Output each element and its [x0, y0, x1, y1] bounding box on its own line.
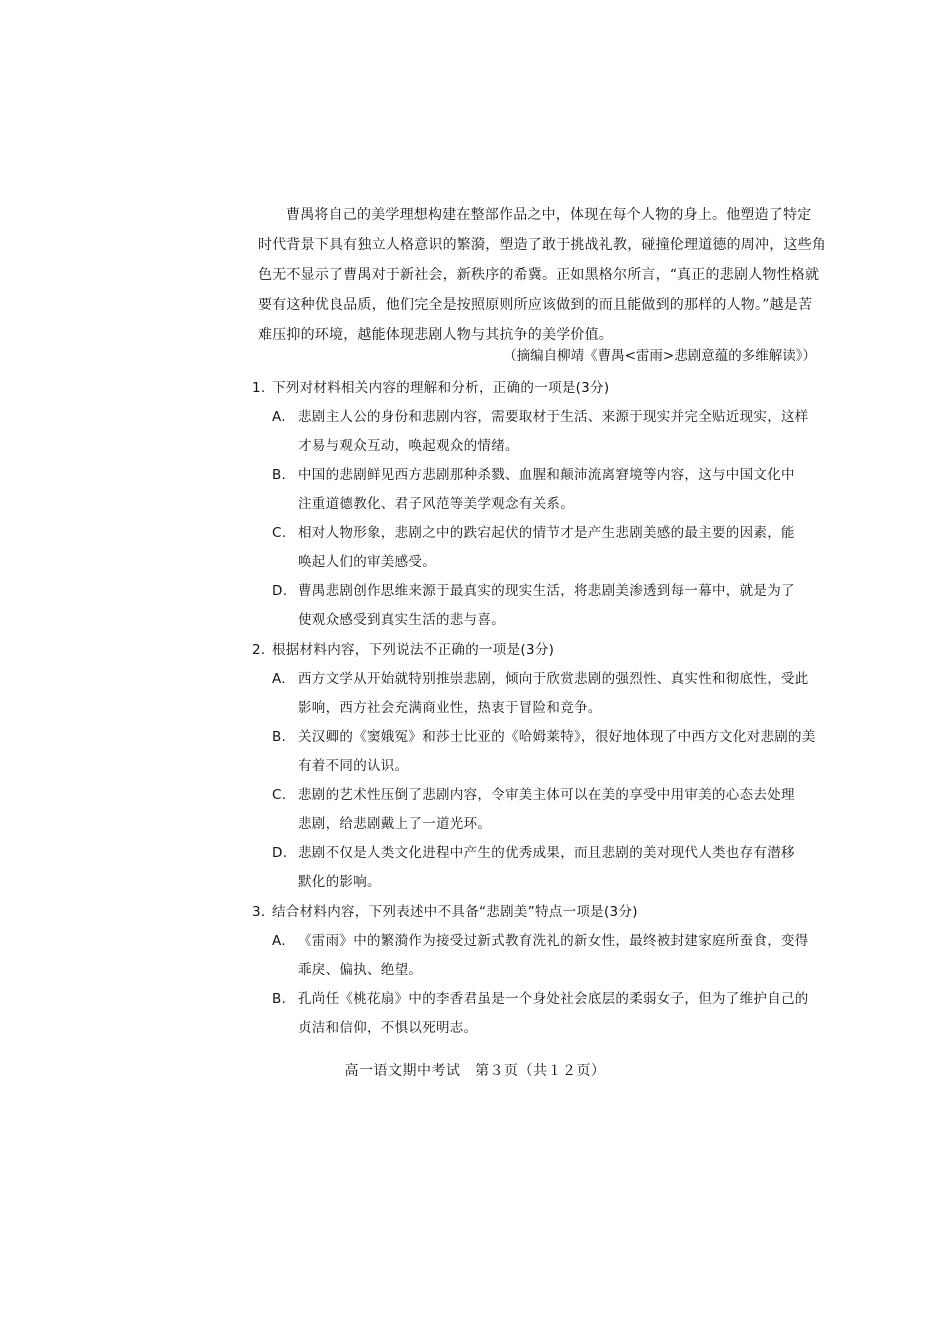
question-number: 1.: [252, 380, 266, 396]
option-text: 悲剧的艺术性压倒了悲剧内容，令审美主体可以在美的享受中用审美的心态去处理: [298, 787, 795, 803]
option-letter: B.: [272, 991, 287, 1007]
passage-line: 时代背景下具有独立人格意识的繁漪，塑造了敢于挑战礼教，碰撞伦理道德的周冲，这些角: [258, 237, 826, 253]
option-d: [252, 577, 818, 635]
option-b: [252, 985, 818, 1043]
option-text-cont: 贞洁和信仰，不惧以死明志。: [298, 1020, 478, 1036]
option-text: 相对人物形象，悲剧之中的跌宕起伏的情节才是产生悲剧美感的最主要的因素，能: [298, 525, 795, 541]
passage-line: 难压抑的环境，越能体现悲剧人物与其抗争的美学价值。: [258, 327, 613, 343]
option-letter: D.: [272, 583, 288, 599]
option-b: [252, 461, 818, 519]
question-2: [252, 636, 818, 897]
question-1: [252, 374, 818, 635]
question-number: 3.: [252, 904, 266, 920]
option-text-cont: 注重道德教化、君子风范等美学观念有关系。: [298, 496, 574, 512]
question-stem: [252, 898, 818, 927]
question-3: [252, 898, 818, 1043]
passage-line: 色无不显示了曹禺对于新社会，新秩序的希冀。正如黑格尔所言，“真正的悲剧人物性格就: [258, 267, 820, 283]
option-letter: A.: [272, 409, 286, 425]
option-letter: B.: [272, 729, 287, 745]
page-footer: 高一语文期中考试 第３页（共１２页）: [344, 1063, 606, 1079]
option-text: 孔尚任《桃花扇》中的李香君虽是一个身处社会底层的柔弱女子，但为了维护自己的: [298, 991, 809, 1007]
question-stem: [252, 636, 818, 665]
question-text: 根据材料内容，下列说法不正确的一项是(3分): [272, 642, 555, 658]
option-c: [252, 519, 818, 577]
option-c: [252, 781, 818, 839]
question-number: 2.: [252, 642, 266, 658]
option-text-cont: 使观众感受到真实生活的悲与喜。: [298, 612, 505, 628]
option-text-cont: 唤起人们的审美感受。: [298, 554, 436, 570]
option-letter: C.: [272, 787, 287, 803]
option-letter: D.: [272, 845, 288, 861]
option-letter: A.: [272, 933, 286, 949]
option-text: 西方文学从开始就特别推崇悲剧，倾向于欣赏悲剧的强烈性、真实性和彻底性，受此: [298, 671, 809, 687]
option-text: 曹禺悲剧创作思维来源于最真实的现实生活，将悲剧美渗透到每一幕中，就是为了: [298, 583, 795, 599]
question-text: 下列对材料相关内容的理解和分析，正确的一项是(3分): [272, 380, 610, 396]
option-a: [252, 927, 818, 985]
question-stem: [252, 374, 818, 403]
option-letter: C.: [272, 525, 287, 541]
option-text-cont: 才易与观众互动，唤起观众的情绪。: [298, 438, 519, 454]
question-text: 结合材料内容，下列表述中不具备“悲剧美”特点一项是(3分): [272, 904, 638, 920]
option-letter: A.: [272, 671, 286, 687]
option-text: 关汉卿的《窦娥冤》和莎士比亚的《哈姆莱特》，很好地体现了中西方文化对悲剧的美: [298, 729, 816, 745]
option-text-cont: 乖戾、偏执、绝望。: [298, 962, 423, 978]
option-text: 悲剧主人公的身份和悲剧内容，需要取材于生活、来源于现实并完全贴近现实，这样: [298, 409, 809, 425]
passage-line: 曹禺将自己的美学理想构建在整部作品之中，体现在每个人物的身上。他塑造了特定: [286, 207, 812, 223]
option-text-cont: 影响，西方社会充满商业性，热衷于冒险和竞争。: [298, 700, 602, 716]
option-letter: B.: [272, 467, 287, 483]
option-text: 悲剧不仅是人类文化进程中产生的优秀成果，而且悲剧的美对现代人类也存有潜移: [298, 845, 795, 861]
option-text-cont: 有着不同的认识。: [298, 758, 409, 774]
option-text: 中国的悲剧鲜见西方悲剧那种杀戮、血腥和颠沛流离窘境等内容，这与中国文化中: [298, 467, 795, 483]
option-b: [252, 723, 818, 781]
option-text: 《雷雨》中的繁漪作为接受过新式教育洗礼的新女性，最终被封建家庭所蚕食，变得: [298, 933, 809, 949]
option-text-cont: 默化的影响。: [298, 874, 381, 890]
option-a: [252, 665, 818, 723]
option-d: [252, 839, 818, 897]
option-text-cont: 悲剧，给悲剧戴上了一道光环。: [298, 816, 492, 832]
passage-line: 要有这种优良品质，他们完全是按照原则所应该做到的而且能做到的那样的人物。”越是苦: [258, 297, 813, 313]
option-a: [252, 403, 818, 461]
passage-paragraph: [258, 200, 826, 350]
passage-source-citation: （摘编自柳靖《曹禺<雷雨>悲剧意蕴的多维解读》）: [503, 348, 816, 364]
